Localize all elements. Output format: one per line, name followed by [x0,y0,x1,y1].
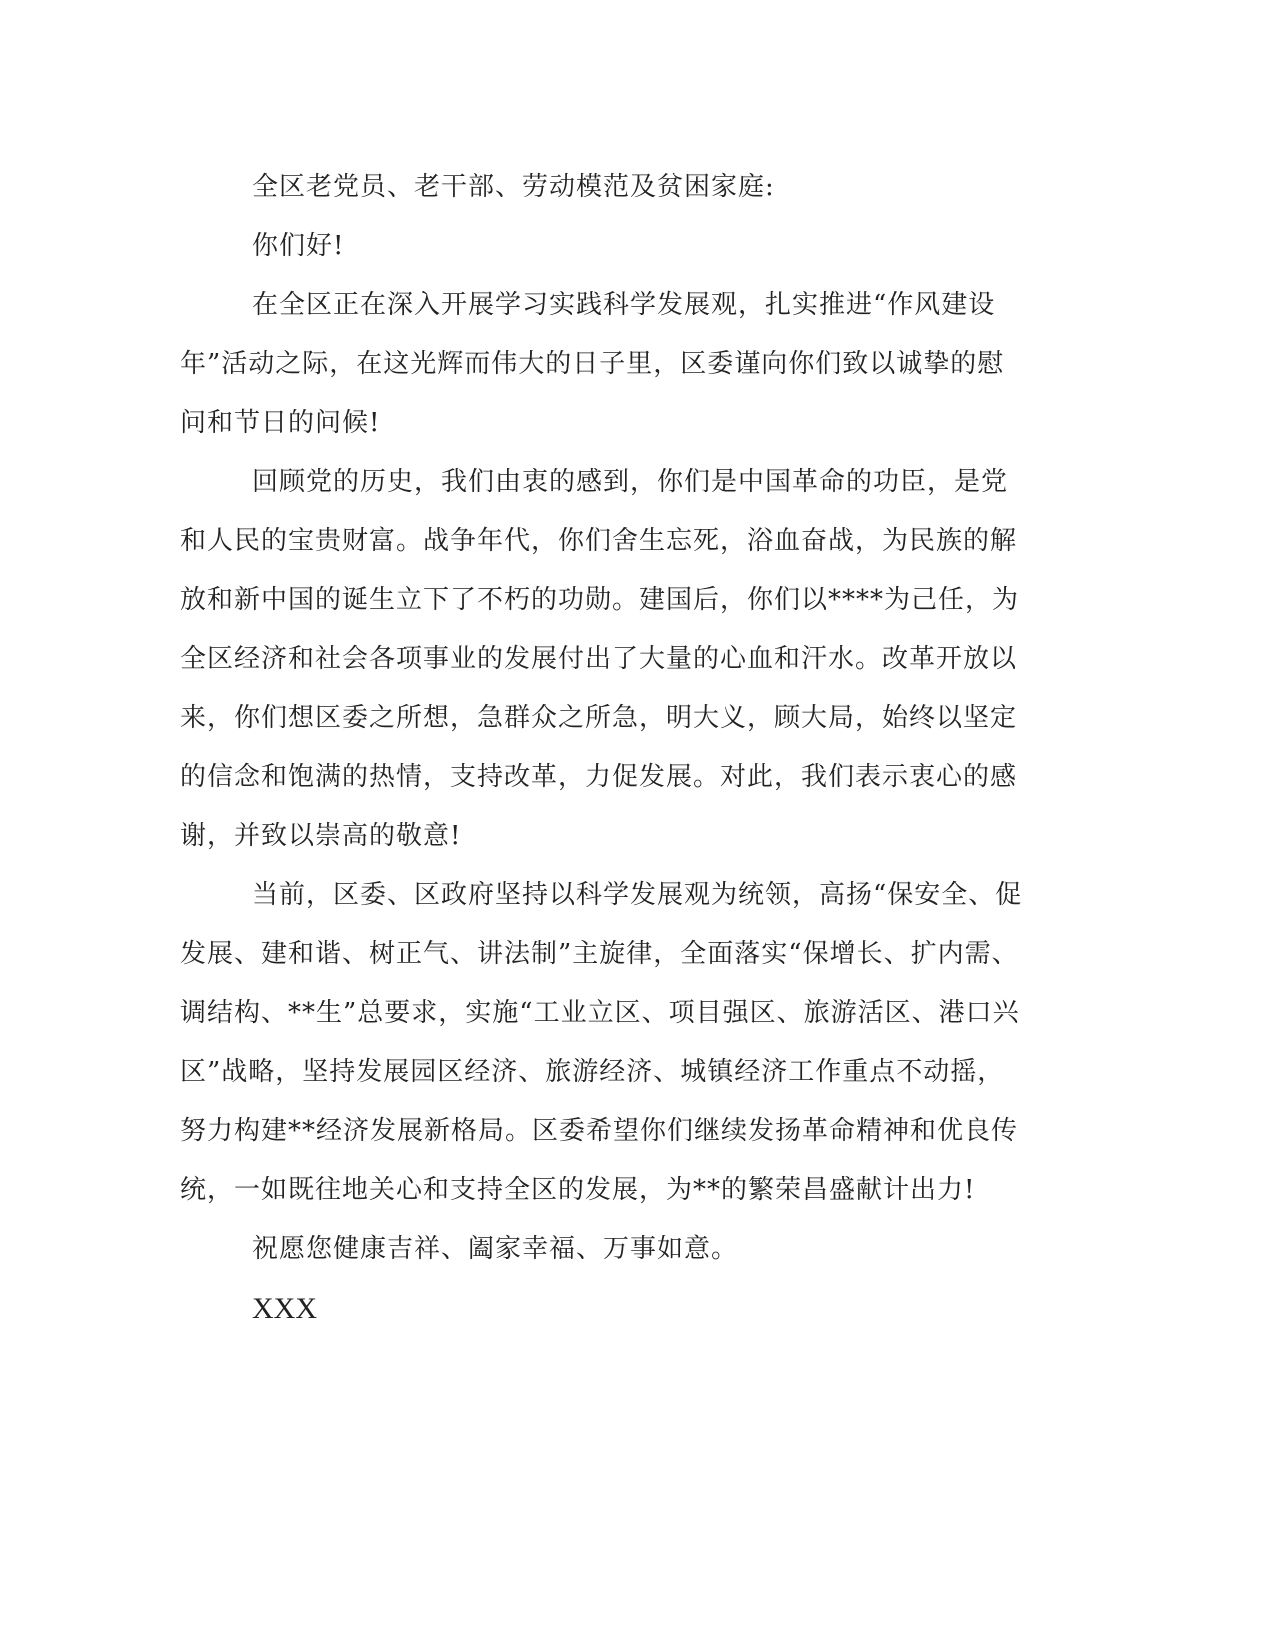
letter-body [180,158,1030,1338]
letter-paragraph-3: 当前，区委、区政府坚持以科学发展观为统领，高扬“保安全、促发展、建和谐、树正气、讲法制”主旋律，全面落实“保增长、扩内需、调结构、**生”总要求，实施“工业立区、项目强区、旅游活区、港口兴区”战略，坚持发展园区经济、旅游经济、城镇经济工作重点不动摇，努力构建**经济发展新格局。区委希望你们继续发扬革命精神和优良传统，一如既往地关心和支持全区的发展，为**的繁荣昌盛献计出力! [180,880,1023,1205]
letter-paragraph-1: 在全区正在深入开展学习实践科学发展观，扎实推进“作风建设年”活动之际，在这光辉而伟大的日子里，区委谨向你们致以诚挚的慰问和节日的问候! [180,290,1005,438]
letter-salutation: 全区老党员、老干部、劳动模范及贫困家庭: [252,172,775,202]
letter-greeting: 你们好! [252,231,345,261]
letter-paragraph-2: 回顾党的历史，我们由衷的感到，你们是中国革命的功臣，是党和人民的宝贵财富。战争年代，你们舍生忘死，浴血奋战，为民族的解放和新中国的诞生立下了不朽的功勋。建国后，你们以****为己任，为全区经济和社会各项事业的发展付出了大量的心血和汗水。改革开放以来，你们想区委之所想，急群众之所急，明大义，顾大局，始终以坚定的信念和饱满的热情，支持改革，力促发展。对此，我们表示衷心的感谢，并致以崇高的敬意! [180,467,1020,851]
letter-signature: XXX [252,1292,317,1325]
letter-closing: 祝愿您健康吉祥、阖家幸福、万事如意。 [252,1234,739,1264]
